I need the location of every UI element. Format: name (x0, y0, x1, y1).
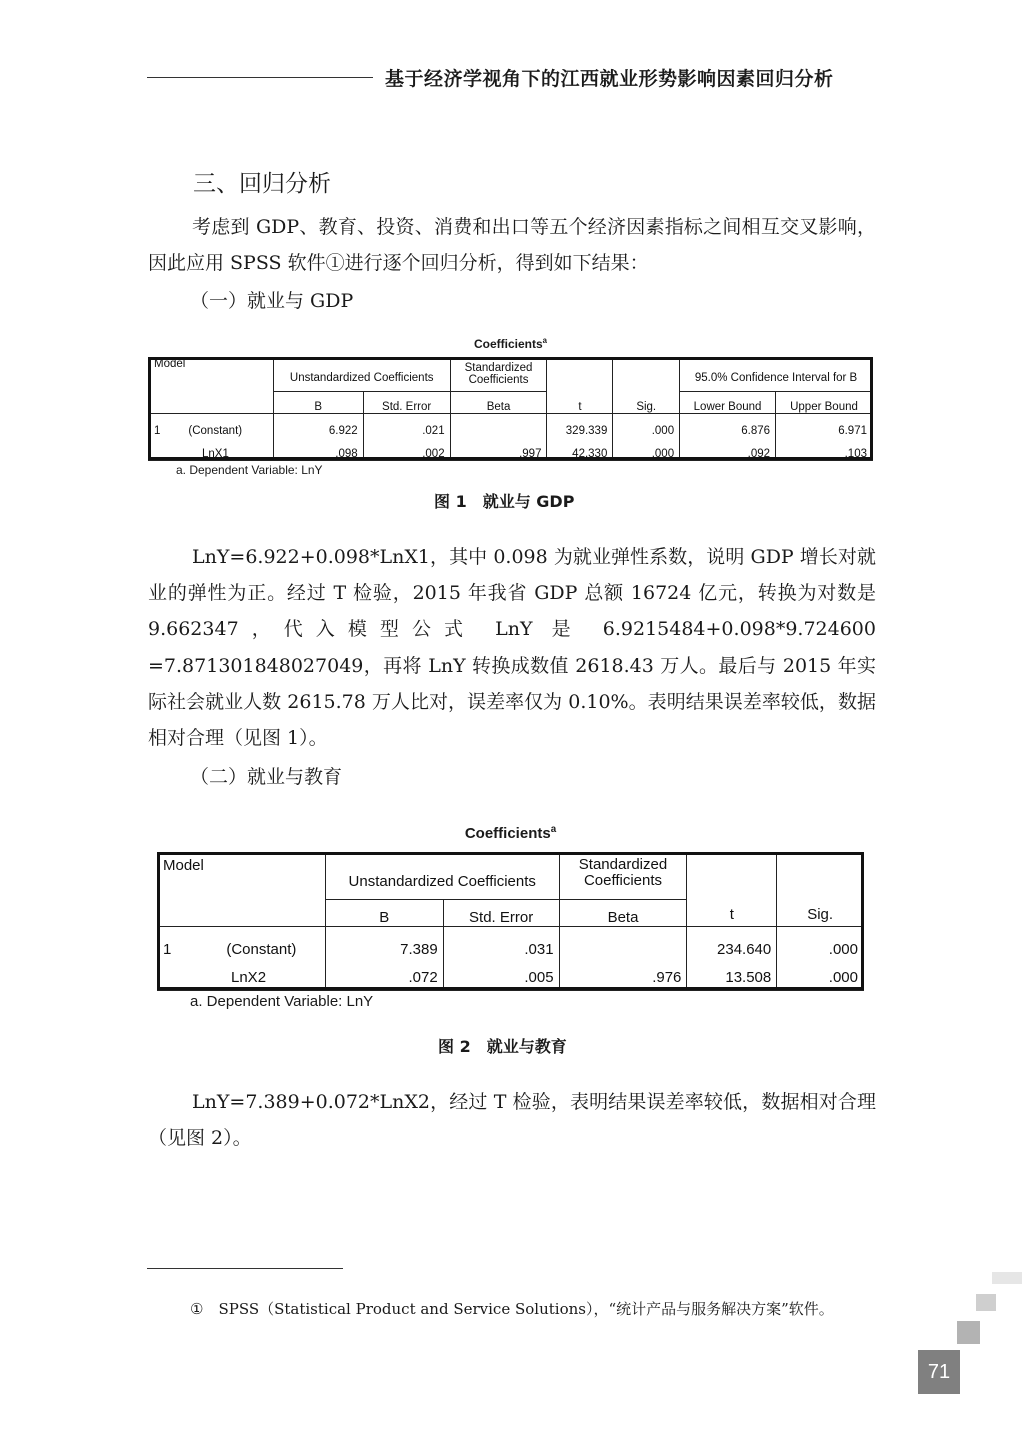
table2-header-t: t (687, 853, 777, 927)
table-row (158, 958, 864, 991)
table1-r2-name: LnX1 (202, 448, 229, 460)
table1-header-model: Model (149, 358, 274, 414)
table-row (158, 927, 864, 958)
table2-header-se: Std. Error (443, 900, 559, 927)
header-rule (147, 77, 373, 78)
table-row (149, 414, 873, 437)
table2-r1-t: 234.640 (687, 927, 777, 958)
table2-header-unstd: Unstandardized Coefficients (325, 853, 559, 900)
table1-r1-b: 6.922 (273, 414, 363, 437)
table2-title-text: Coefficients (464, 825, 551, 842)
table1-r2-model (149, 437, 274, 461)
table1-header-beta: Beta (450, 392, 547, 414)
section-heading: 三、回归分析 (193, 171, 331, 197)
table1-header-ci: 95.0% Confidence Interval for B (680, 358, 873, 392)
table1-r1-model (149, 414, 274, 437)
table1-r1-sig: .000 (613, 414, 680, 437)
figure2-caption: 图 2 就业与教育 (438, 1037, 567, 1056)
table2-header-model: Model (158, 853, 326, 927)
table2-header-b: B (325, 900, 443, 927)
table-row (149, 437, 873, 461)
table2-title-sup: a (550, 824, 557, 835)
table2-r1-model (158, 927, 326, 958)
table1-r2-sig: .000 (613, 437, 680, 461)
table1-r1-name: (Constant) (188, 424, 243, 437)
table2-r2-b: .072 (325, 958, 443, 991)
table1-header-upper: Upper Bound (776, 392, 873, 414)
table1-r1-beta (450, 414, 547, 437)
table2-r1-sig: .000 (777, 927, 864, 958)
table1-r1-se: .021 (363, 414, 450, 437)
table1-r1-lower: 6.876 (680, 414, 776, 437)
decor-square (976, 1294, 996, 1311)
footnote-rule (147, 1268, 343, 1269)
table1-header-sig: Sig. (613, 358, 680, 414)
coefficients-table-1 (148, 357, 873, 461)
table1-r2-b: .098 (273, 437, 363, 461)
subsection-heading-education: （二）就业与教育 (190, 766, 343, 788)
table2-r1-se: .031 (443, 927, 559, 958)
table1-title-text: Coefficients (473, 337, 543, 351)
table2-r2-se: .005 (443, 958, 559, 991)
page-number: 71 (918, 1350, 960, 1394)
table2-r2-t: 13.508 (687, 958, 777, 991)
table2-r2-sig: .000 (777, 958, 864, 991)
figure1-caption: 图 1 就业与 GDP (434, 492, 575, 511)
table1-r2-lower: .092 (680, 437, 776, 461)
table1-r1-t: 329.339 (547, 414, 613, 437)
table1-header-std: Standardized Coefficients (450, 358, 547, 392)
table2-r1-b: 7.389 (325, 927, 443, 958)
intro-paragraph: 考虑到 GDP、教育、投资、消费和出口等五个经济因素指标之间相互交叉影响，因此应用 SPSS 软件①进行逐个回归分析，得到如下结果： (148, 216, 876, 275)
subsection-heading-gdp: （一）就业与 GDP (190, 290, 354, 312)
coefficients-table-2 (157, 852, 864, 991)
table2-header-beta: Beta (559, 900, 687, 927)
table2-note: a. Dependent Variable: LnY (190, 993, 374, 1010)
table1-title (148, 336, 873, 351)
table2-title (157, 824, 864, 842)
table1-header-unstd: Unstandardized Coefficients (273, 358, 450, 392)
table1-title-sup: a (542, 336, 548, 345)
table1-r2-se: .002 (363, 437, 450, 461)
decor-square (992, 1272, 1022, 1284)
footnote: ① SPSS（Statistical Product and Service Solutions），“统计产品与服务解决方案”软件。 (190, 1300, 834, 1318)
table2-r1-name: (Constant) (226, 940, 297, 958)
table1-header-lower: Lower Bound (680, 392, 776, 414)
table1-r2-beta: .997 (450, 437, 547, 461)
table1-note: a. Dependent Variable: LnY (176, 463, 323, 477)
table1-r1-upper: 6.971 (776, 414, 873, 437)
table1-header-b: B (273, 392, 363, 414)
table2-r1-beta (559, 927, 687, 958)
running-header-title: 基于经济学视角下的江西就业形势影响因素回归分析 (385, 68, 834, 90)
table2-r2-model (158, 958, 326, 991)
table2-header-std: Standardized Coefficients (559, 853, 687, 900)
table2-r2-name: LnX2 (231, 969, 267, 986)
table2-r1-model-num: 1 (163, 940, 172, 958)
paragraph-education-result: LnY=7.389+0.072*LnX2，经过 T 检验，表明结果误差率较低，数据相对合理（见图 2）。 (148, 1091, 876, 1150)
table1-r2-t: 42.330 (547, 437, 613, 461)
table1-header-t: t (547, 358, 613, 414)
table1-header-se: Std. Error (363, 392, 450, 414)
table2-header-sig: Sig. (777, 853, 864, 927)
table2-r2-beta: .976 (559, 958, 687, 991)
paragraph-gdp-result: LnY=6.922+0.098*LnX1，其中 0.098 为就业弹性系数，说明 GDP 增长对就业的弹性为正。经过 T 检验，2015 年我省 GDP 总额 16724 亿元，转换为对数是 9.662347，代入模型公式 LnY 是 6.9215484+0.098*9.724600 =7.871301848027049，再将 LnY 转换成数值 2618.43 万人。最后与 2015 年实际社会就业人数 2615.78 万人比对，误差率仅为 0.10%。表明结果误差率较低，数据相对合理（见图 1）。 (148, 546, 876, 750)
decor-square (957, 1321, 980, 1344)
table1-r2-upper: .103 (776, 437, 873, 461)
table1-r1-model-num: 1 (154, 424, 161, 437)
